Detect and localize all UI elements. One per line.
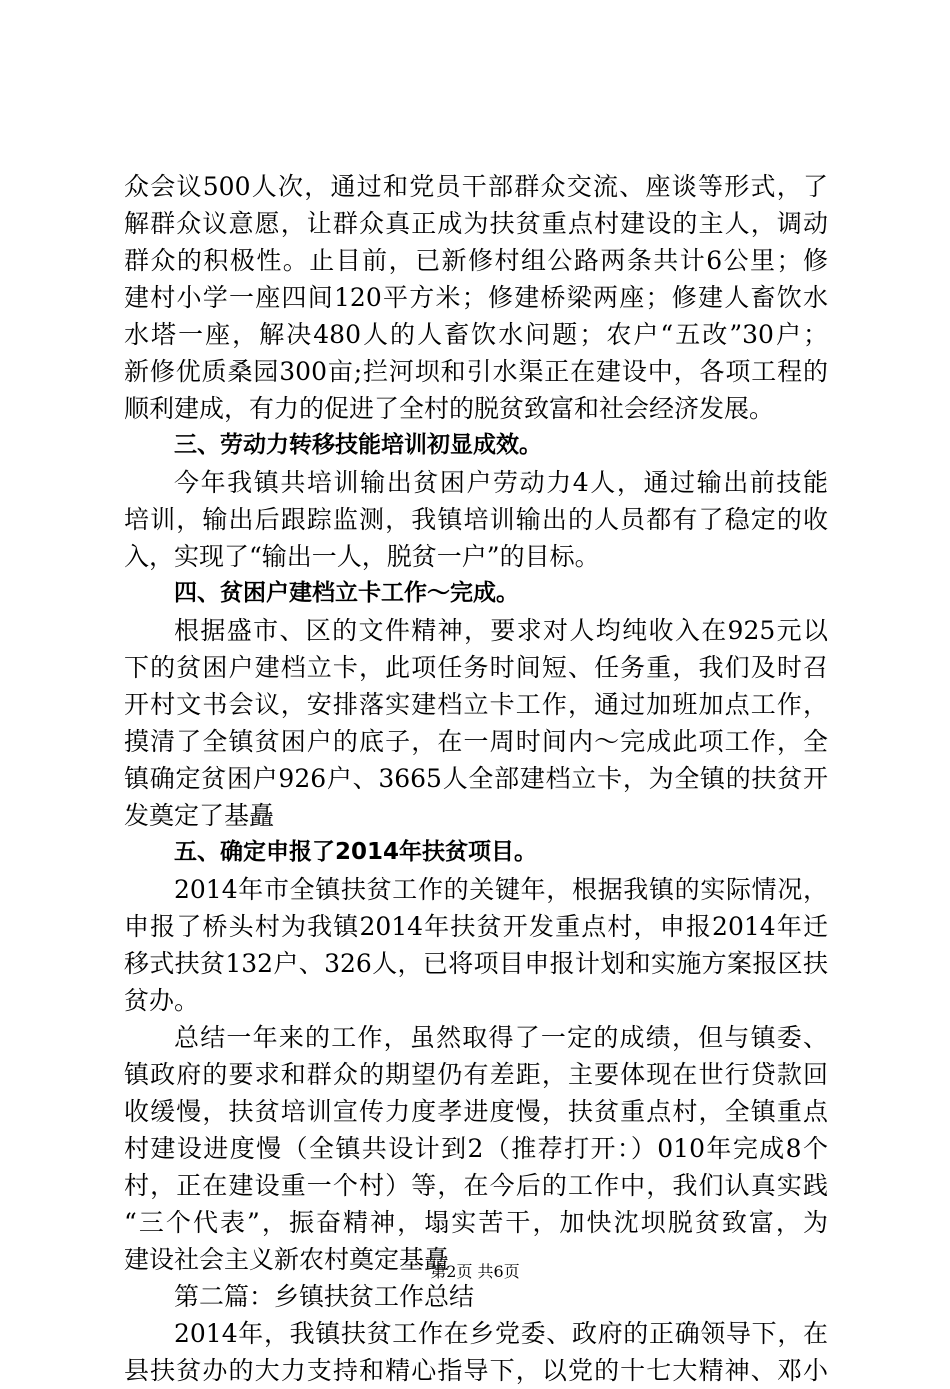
text-line: 开村文书会议，安排落实建档立卡工作，通过加班加点工作， (124, 690, 828, 719)
text-line: 新修优质桑园300亩;拦河坝和引水渠正在建设中，各项工程的 (124, 357, 828, 386)
text-line: 摸清了全镇贫困户的底子，在一周时间内～完成此项工作，全 (124, 727, 828, 756)
text-line: 申报了桥头村为我镇2014年扶贫开发重点村，申报2014年迁 (124, 912, 828, 941)
text-line: “三个代表”，振奋精神，塌实苦干，加快沈坝脱贫致富，为 (124, 1208, 828, 1237)
text-line: 县扶贫办的大力支持和精心指导下，以党的十七大精神、邓小 (124, 1356, 828, 1385)
text-line: 贫办。 (124, 986, 200, 1015)
text-line: 总结一年来的工作，虽然取得了一定的成绩，但与镇委、 (174, 1023, 828, 1052)
text-line: 群众的积极性。止目前，已新修村组公路两条共计6公里；修 (124, 246, 828, 275)
text-line: 发奠定了基矗 (124, 801, 275, 830)
text-line: 今年我镇共培训输出贫困户劳动力4人，通过输出前技能 (174, 468, 828, 497)
text-line: 水塔一座，解决480人的人畜饮水问题；农户“五改”30户； (124, 320, 828, 349)
text-line: 2014年，我镇扶贫工作在乡党委、政府的正确领导下，在 (174, 1319, 828, 1348)
text-line: 根据盛市、区的文件精神，要求对人均纯收入在925元以 (174, 616, 828, 645)
text-line: 下的贫困户建档立卡，此项任务时间短、任务重，我们及时召 (124, 653, 828, 682)
text-line: 镇确定贫困户926户、3665人全部建档立卡，为全镇的扶贫开 (124, 764, 828, 793)
text-line: 第二篇：乡镇扶贫工作总结 (174, 1282, 475, 1311)
text-line: 入，实现了“输出一人，脱贫一户”的目标。 (124, 542, 600, 571)
text-line: 村建设进度慢（全镇共设计到2（推荐打开：）010年完成8个 (124, 1134, 828, 1163)
text-line: 建村小学一座四间120平方米；修建桥梁两座；修建人畜饮水 (124, 283, 828, 312)
page-footer: 第2页 共6页 (430, 1262, 520, 1281)
text-line: 解群众议意愿，让群众真正成为扶贫重点村建设的主人，调动 (124, 209, 828, 238)
text-line: 众会议500人次，通过和党员干部群众交流、座谈等形式，了 (124, 172, 828, 201)
section-heading: 三、劳动力转移技能培训初显成效。 (174, 432, 542, 458)
text-line: 2014年市全镇扶贫工作的关键年，根据我镇的实际情况， (174, 875, 828, 904)
text-line: 移式扶贫132户、326人，已将项目申报计划和实施方案报区扶 (124, 949, 828, 978)
section-heading: 五、确定申报了2014年扶贫项目。 (174, 839, 538, 865)
document-body (124, 168, 828, 1389)
text-line: 镇政府的要求和群众的期望仍有差距，主要体现在世行贷款回 (124, 1060, 828, 1089)
text-line: 村，正在建设重一个村）等，在今后的工作中，我们认真实践 (124, 1171, 828, 1200)
text-line: 收缓慢，扶贫培训宣传力度孝进度慢，扶贫重点村，全镇重点 (124, 1097, 828, 1126)
text-line: 顺利建成，有力的促进了全村的脱贫致富和社会经济发展。 (124, 394, 775, 423)
text-line: 培训，输出后跟踪监测，我镇培训输出的人员都有了稳定的收 (124, 505, 828, 534)
text-line: 建设社会主义新农村奠定基矗 (124, 1245, 450, 1274)
section-heading: 四、贫困户建档立卡工作～完成。 (174, 580, 519, 606)
